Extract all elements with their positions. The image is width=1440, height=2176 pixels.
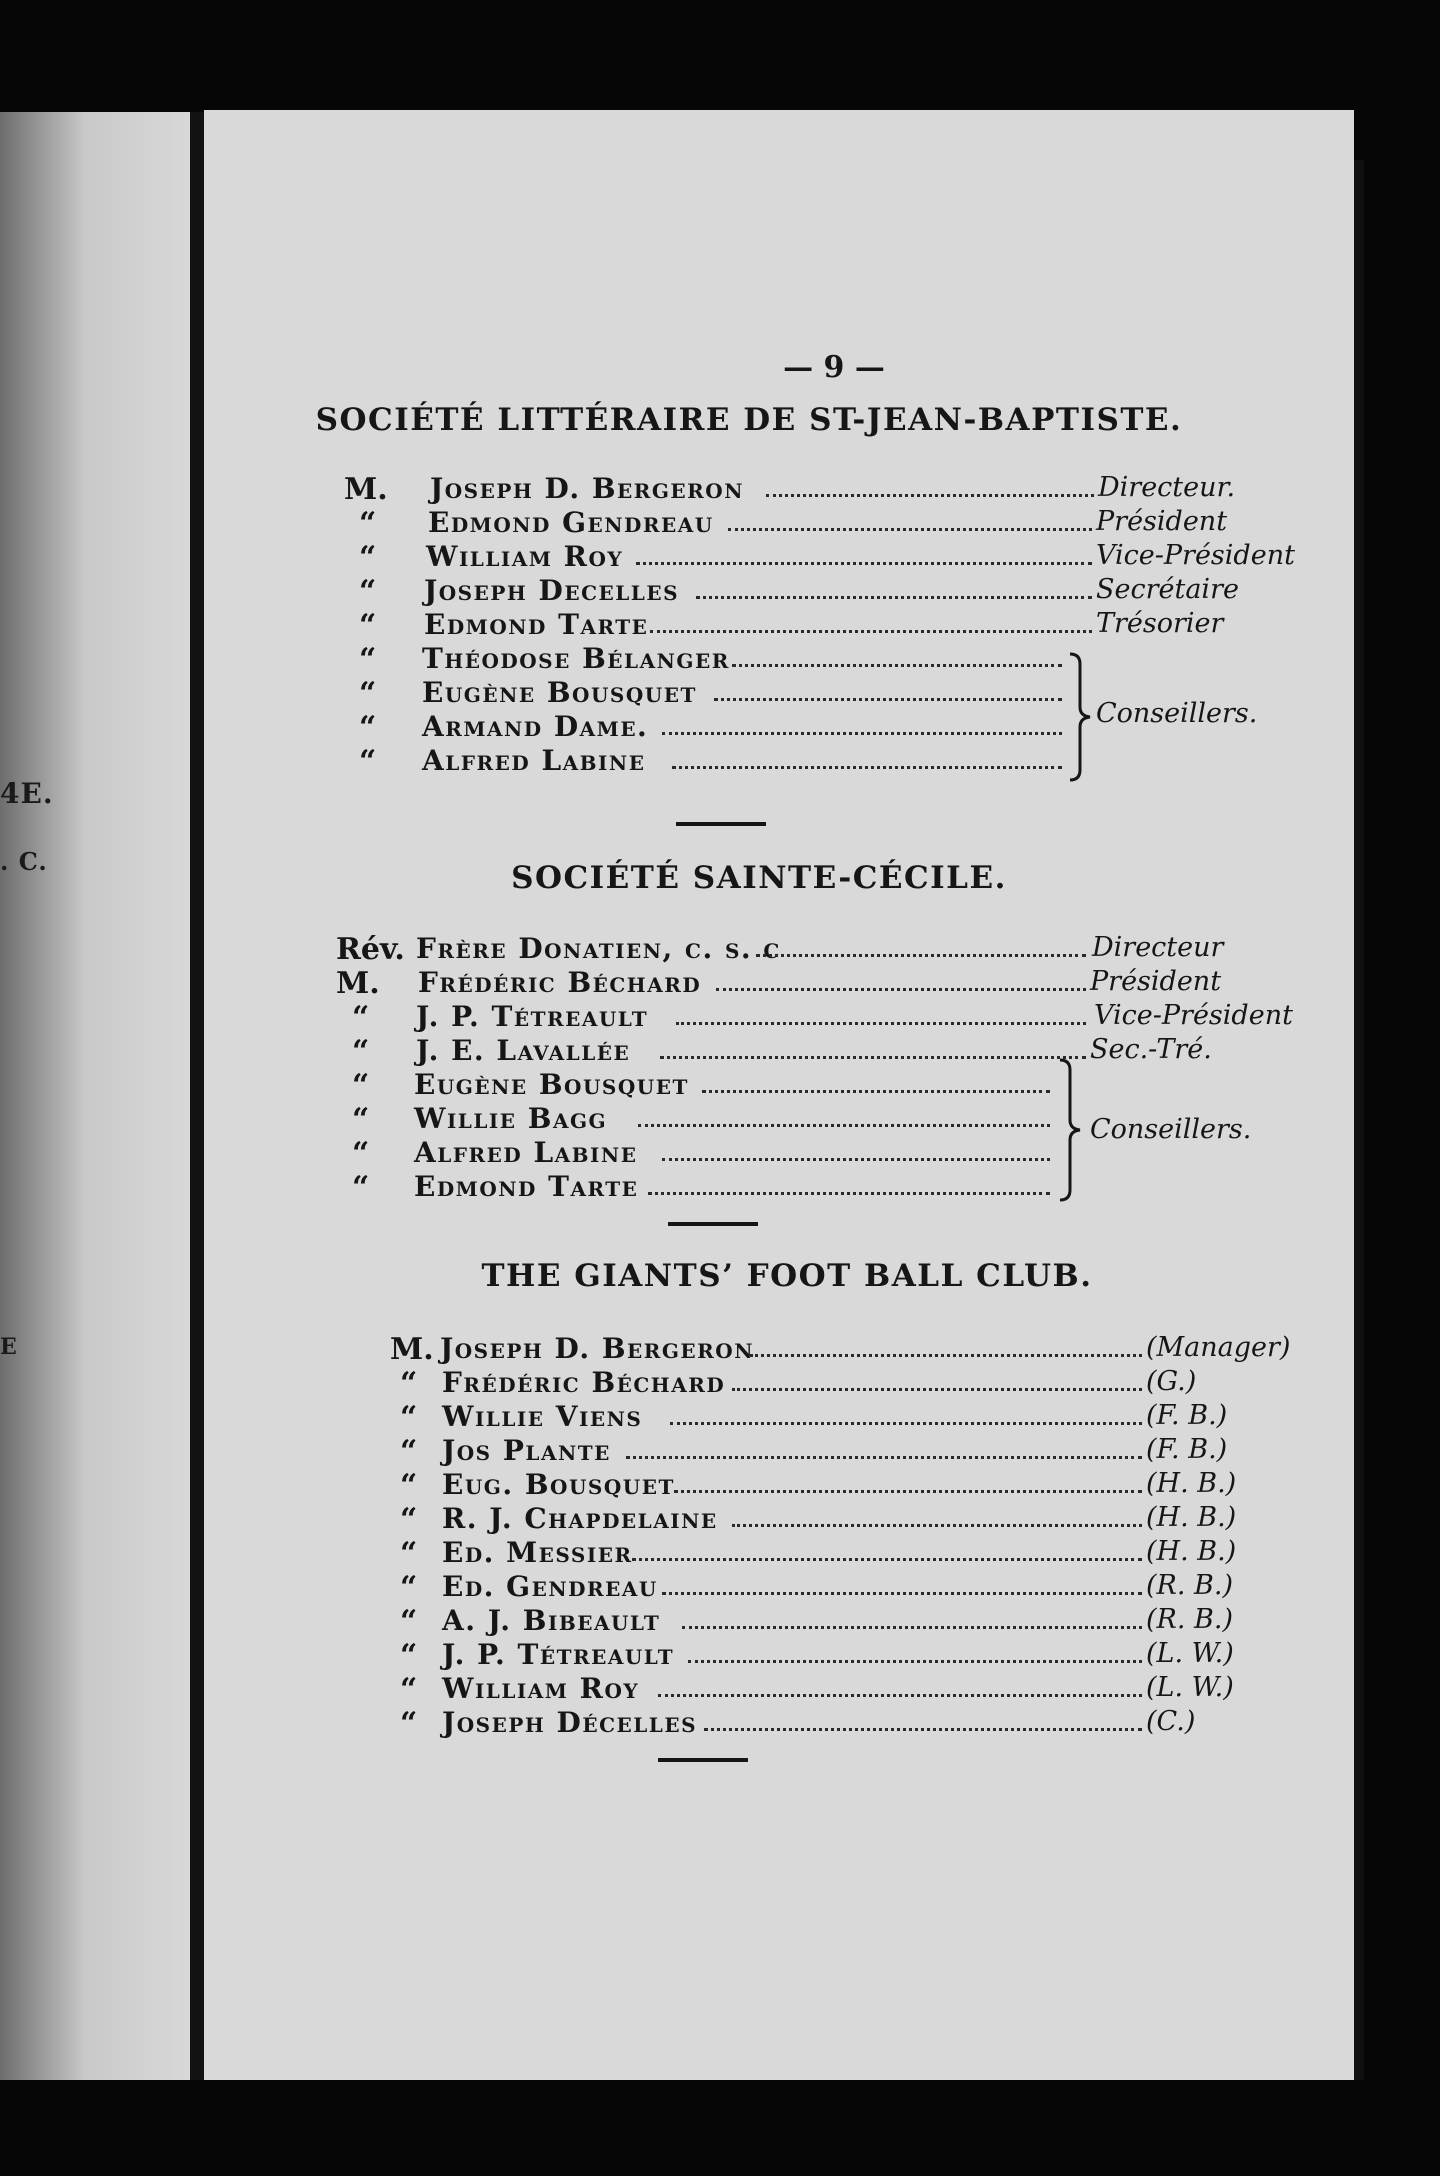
- member-prefix: “: [359, 642, 377, 677]
- member-prefix: “: [400, 1502, 418, 1537]
- dot-leader: [750, 1354, 1142, 1357]
- member-row: [204, 1332, 1354, 1366]
- member-row: [204, 1570, 1354, 1604]
- member-name: Ed. Gendreau: [442, 1570, 658, 1603]
- member-row: [204, 642, 1354, 676]
- dot-leader: [658, 1694, 1142, 1697]
- member-name: Edmond Gendreau: [428, 506, 714, 539]
- member-row: [204, 540, 1354, 574]
- member-prefix: “: [400, 1706, 418, 1741]
- member-name: Edmond Tarte: [424, 608, 649, 641]
- member-prefix: “: [400, 1570, 418, 1605]
- member-row: [204, 1536, 1354, 1570]
- dot-leader: [704, 1728, 1142, 1731]
- member-row: [204, 1638, 1354, 1672]
- group-role: Conseillers.: [1090, 1114, 1252, 1145]
- section-divider: [658, 1758, 748, 1762]
- member-name: J. E. Lavallée: [416, 1034, 631, 1067]
- member-role: Vice-Président: [1096, 540, 1295, 571]
- member-role: Président: [1090, 966, 1222, 997]
- dot-leader: [728, 528, 1092, 531]
- member-row: [204, 574, 1354, 608]
- group-role: Conseillers.: [1096, 698, 1258, 729]
- member-row: [204, 1000, 1354, 1034]
- member-row: [204, 1502, 1354, 1536]
- member-name: Eug. Bousquet: [442, 1468, 675, 1501]
- dot-leader: [650, 630, 1092, 633]
- member-name: Frédéric Béchard: [442, 1366, 726, 1399]
- member-role: (R. B.): [1146, 1570, 1233, 1601]
- member-prefix: “: [359, 710, 377, 745]
- member-prefix: “: [400, 1434, 418, 1469]
- member-prefix: “: [400, 1400, 418, 1435]
- member-role: (Manager): [1146, 1332, 1291, 1363]
- member-name: Eugène Bousquet: [422, 676, 697, 709]
- member-prefix: “: [400, 1536, 418, 1571]
- member-row: [204, 744, 1354, 778]
- member-name: Armand Dame.: [422, 710, 649, 743]
- member-row: [204, 1068, 1354, 1102]
- member-name: Willie Viens: [442, 1400, 643, 1433]
- member-prefix: M.: [390, 1332, 434, 1367]
- member-prefix: “: [352, 1000, 370, 1035]
- member-role: Directeur: [1092, 932, 1224, 963]
- member-role: (H. B.): [1146, 1502, 1237, 1533]
- member-role: (L. W.): [1146, 1638, 1234, 1669]
- right-brace: [1056, 1058, 1086, 1202]
- member-row: [204, 932, 1354, 966]
- dot-leader: [676, 1022, 1086, 1025]
- member-name: R. J. Chapdelaine: [442, 1502, 718, 1535]
- section-divider: [668, 1222, 758, 1226]
- member-role: (R. B.): [1146, 1604, 1233, 1635]
- member-prefix: “: [359, 540, 377, 575]
- dot-leader: [716, 988, 1086, 991]
- member-name: Théodose Bélanger: [422, 642, 730, 675]
- facing-page-edge: [0, 112, 190, 2080]
- member-role: Secrétaire: [1096, 574, 1239, 605]
- member-row: [204, 506, 1354, 540]
- member-row: [204, 1170, 1354, 1204]
- member-prefix: “: [352, 1102, 370, 1137]
- member-role: (F. B.): [1146, 1434, 1228, 1465]
- member-role: Président: [1096, 506, 1228, 537]
- member-row: [204, 1034, 1354, 1068]
- member-name: A. J. Bibeault: [442, 1604, 661, 1637]
- member-prefix: “: [400, 1638, 418, 1673]
- member-name: Eugène Bousquet: [414, 1068, 689, 1101]
- document-page: [204, 110, 1354, 2080]
- dot-leader: [732, 664, 1062, 667]
- facing-page-fragment: E: [0, 1334, 18, 1360]
- dot-leader: [696, 596, 1092, 599]
- page-number: — 9 —: [783, 350, 885, 385]
- member-role: (H. B.): [1146, 1468, 1237, 1499]
- member-row: [204, 1706, 1354, 1740]
- member-row: [204, 472, 1354, 506]
- member-prefix: “: [400, 1672, 418, 1707]
- member-role: (F. B.): [1146, 1400, 1228, 1431]
- member-row: [204, 966, 1354, 1000]
- dot-leader: [732, 1388, 1142, 1391]
- facing-page-fragment: 4E.: [0, 777, 54, 810]
- dot-leader: [688, 1660, 1142, 1663]
- member-name: Joseph Décelles: [442, 1706, 698, 1739]
- right-brace: [1066, 652, 1096, 782]
- member-name: Alfred Labine: [422, 744, 646, 777]
- dot-leader: [732, 1524, 1142, 1527]
- member-row: [204, 1434, 1354, 1468]
- dot-leader: [714, 698, 1062, 701]
- member-role: (L. W.): [1146, 1672, 1234, 1703]
- dot-leader: [660, 1056, 1086, 1059]
- member-prefix: “: [359, 744, 377, 779]
- dot-leader: [702, 1090, 1050, 1093]
- dot-leader: [682, 1626, 1142, 1629]
- member-prefix: “: [400, 1604, 418, 1639]
- section-divider: [676, 822, 766, 826]
- member-name: J. P. Tétreault: [416, 1000, 649, 1033]
- dot-leader: [672, 766, 1062, 769]
- member-name: Edmond Tarte: [414, 1170, 639, 1203]
- member-row: [204, 1604, 1354, 1638]
- section-title: THE GIANTS’ FOOT BALL CLUB.: [481, 1258, 1093, 1294]
- member-name: William Roy: [426, 540, 624, 573]
- member-prefix: “: [352, 1136, 370, 1171]
- member-prefix: “: [352, 1170, 370, 1205]
- member-role: (C.): [1146, 1706, 1196, 1737]
- member-name: Willie Bagg: [414, 1102, 608, 1135]
- member-name: Ed. Messier: [442, 1536, 633, 1569]
- member-prefix: “: [400, 1366, 418, 1401]
- member-name: Joseph D. Bergeron: [430, 472, 744, 505]
- member-prefix: M.: [336, 966, 380, 1001]
- dot-leader: [648, 1192, 1050, 1195]
- member-name: William Roy: [442, 1672, 640, 1705]
- section-title: SOCIÉTÉ SAINTE-CÉCILE.: [511, 860, 1007, 896]
- member-prefix: “: [400, 1468, 418, 1503]
- member-row: [204, 1400, 1354, 1434]
- dot-leader: [662, 732, 1062, 735]
- member-role: Vice-Président: [1094, 1000, 1293, 1031]
- dot-leader: [636, 562, 1092, 565]
- member-prefix: “: [359, 608, 377, 643]
- member-name: Frère Donatien, c. s. c: [416, 932, 781, 965]
- dot-leader: [662, 1592, 1142, 1595]
- member-prefix: “: [359, 676, 377, 711]
- member-row: [204, 1672, 1354, 1706]
- member-role: (H. B.): [1146, 1536, 1237, 1567]
- member-name: Jos Plante: [442, 1434, 611, 1467]
- member-name: Joseph D. Bergeron: [440, 1332, 754, 1365]
- dot-leader: [756, 954, 1086, 957]
- member-prefix: M.: [344, 472, 388, 507]
- member-row: [204, 608, 1354, 642]
- member-prefix: “: [359, 574, 377, 609]
- dot-leader: [662, 1158, 1050, 1161]
- member-row: [204, 1468, 1354, 1502]
- member-name: J. P. Tétreault: [442, 1638, 675, 1671]
- dot-leader: [766, 494, 1094, 497]
- member-role: (G.): [1146, 1366, 1197, 1397]
- page-edge-shadow: [1354, 160, 1364, 2080]
- member-row: [204, 1366, 1354, 1400]
- member-prefix: “: [352, 1034, 370, 1069]
- member-name: Alfred Labine: [414, 1136, 638, 1169]
- section-title: SOCIÉTÉ LITTÉRAIRE DE ST-JEAN-BAPTISTE.: [315, 402, 1183, 438]
- member-prefix: Rév.: [336, 932, 405, 967]
- dot-leader: [632, 1558, 1142, 1561]
- dot-leader: [674, 1490, 1142, 1493]
- member-role: Sec.-Tré.: [1090, 1034, 1212, 1065]
- member-role: Directeur.: [1098, 472, 1236, 503]
- facing-page-fragment: . C.: [0, 847, 48, 876]
- member-prefix: “: [359, 506, 377, 541]
- member-name: Joseph Decelles: [424, 574, 680, 607]
- dot-leader: [638, 1124, 1050, 1127]
- dot-leader: [626, 1456, 1142, 1459]
- member-name: Frédéric Béchard: [418, 966, 702, 999]
- member-role: Trésorier: [1096, 608, 1224, 639]
- member-prefix: “: [352, 1068, 370, 1103]
- dot-leader: [670, 1422, 1142, 1425]
